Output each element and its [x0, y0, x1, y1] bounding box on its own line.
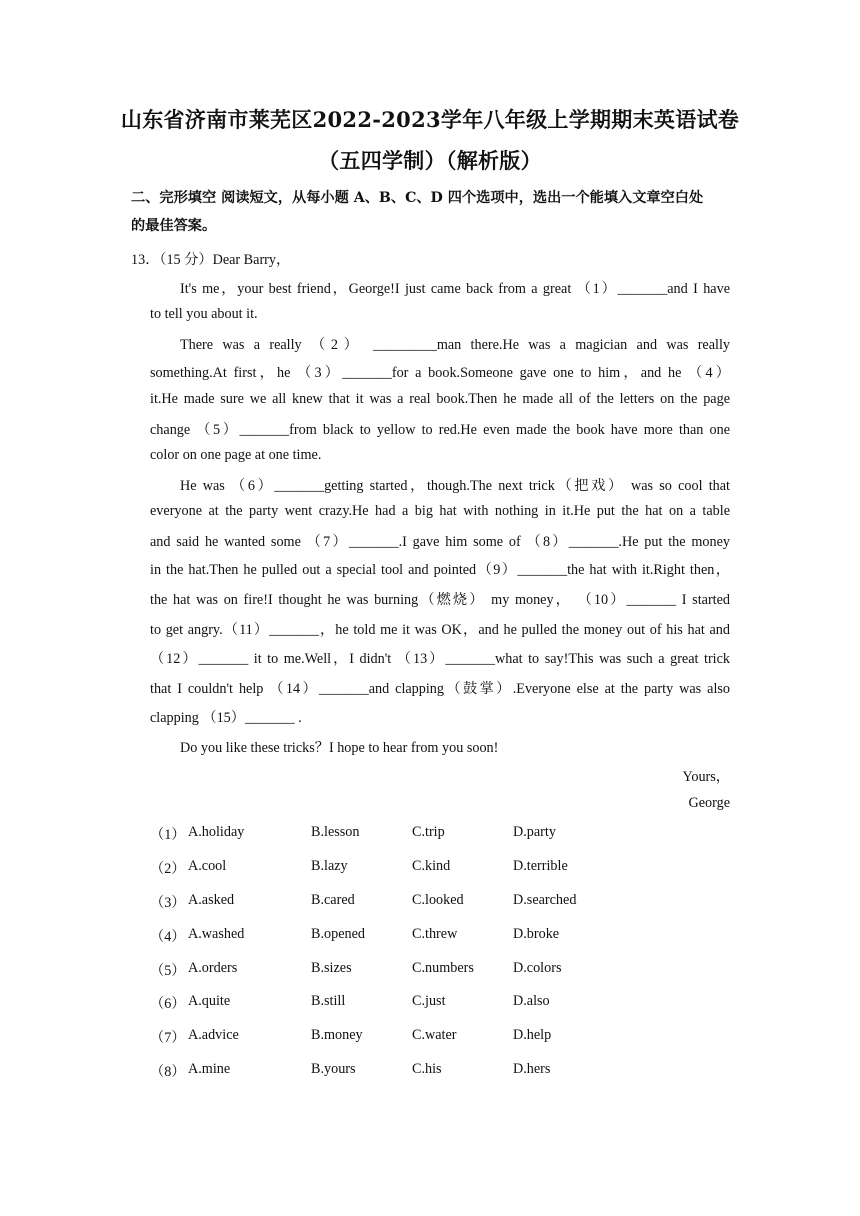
- option-number: （1）: [150, 827, 186, 843]
- option-c: C.trip: [412, 824, 445, 840]
- passage-line: （12）_______ it to me.Well，I didn't （13）_______what to say!This was such a great trick: [150, 651, 730, 667]
- section-instruction-line-2: 的最佳答案。: [131, 218, 217, 234]
- option-d: D.also: [513, 993, 550, 1009]
- option-c: C.just: [412, 993, 446, 1009]
- passage-line: the hat was on fire!I thought he was burning（燃烧） my money， （10）_______ I started: [150, 592, 730, 608]
- document-title-line-1: 山东省济南市莱芜区2022-2023学年八年级上学期期末英语试卷: [120, 107, 740, 132]
- passage-line: color on one page at one time.: [150, 447, 322, 463]
- passage-line: clapping （15）_______ .: [150, 710, 302, 726]
- option-c: C.numbers: [412, 960, 474, 976]
- passage-line: something.At first，he （3）_______for a book.Someone gave one to him，and he （4）: [150, 365, 730, 381]
- option-d: D.searched: [513, 892, 577, 908]
- option-number: （8）: [150, 1064, 186, 1080]
- option-a: A.quite: [188, 993, 231, 1009]
- option-number: （3）: [150, 895, 186, 911]
- passage-line: to tell you about it.: [150, 306, 258, 322]
- option-number: （5）: [150, 963, 186, 979]
- document-title-line-2: （五四学制）（解析版）: [318, 148, 542, 173]
- option-number: （7）: [150, 1030, 186, 1046]
- passage-line: He was （6）_______getting started，though.The next trick（把戏） was so cool that: [180, 478, 730, 494]
- option-a: A.advice: [188, 1027, 239, 1043]
- passage-line: to get angry.（11）_______，he told me it was OK，and he pulled the money out of his hat and: [150, 622, 730, 638]
- passage-line: and said he wanted some （7）_______.I gave him some of （8）_______.He put the money: [150, 534, 730, 550]
- option-b: B.still: [311, 993, 346, 1009]
- passage-line: that I couldn't help （14）_______and clapping（鼓掌）.Everyone else at the party was also: [150, 681, 730, 697]
- option-d: D.party: [513, 824, 556, 840]
- question-heading: 13．（15 分）Dear Barry，: [131, 252, 291, 268]
- option-b: B.money: [311, 1027, 363, 1043]
- letter-closing: Yours，: [682, 769, 730, 785]
- option-c: C.threw: [412, 926, 458, 942]
- option-number: （4）: [150, 929, 186, 945]
- option-b: B.opened: [311, 926, 365, 942]
- option-b: B.yours: [311, 1061, 356, 1077]
- option-a: A.cool: [188, 858, 227, 874]
- passage-line: it.He made sure we all knew that it was a real book.Then he made all of the letters on the page: [150, 391, 730, 407]
- option-number: （6）: [150, 996, 186, 1012]
- option-a: A.orders: [188, 960, 238, 976]
- passage-line: It's me，your best friend，George!I just came back from a great （1）_______and I have: [180, 281, 730, 297]
- option-d: D.help: [513, 1027, 552, 1043]
- option-number: （2）: [150, 861, 186, 877]
- passage-line: change （5）_______from black to yellow to red.He even made the book have more than one: [150, 422, 730, 438]
- option-d: D.colors: [513, 960, 562, 976]
- option-a: A.holiday: [188, 824, 245, 840]
- option-b: B.lazy: [311, 858, 348, 874]
- section-instruction-line-1: 二、完形填空 阅读短文，从每小题 A、B、C、D 四个选项中，选出一个能填入文章空白处: [131, 190, 704, 206]
- option-b: B.lesson: [311, 824, 360, 840]
- option-b: B.cared: [311, 892, 355, 908]
- passage-line: in the hat.Then he pulled out a special tool and pointed（9）_______the hat with it.Right then，: [150, 562, 730, 578]
- option-c: C.looked: [412, 892, 464, 908]
- option-a: A.asked: [188, 892, 235, 908]
- option-d: D.broke: [513, 926, 560, 942]
- letter-signature: George: [688, 795, 730, 811]
- option-c: C.his: [412, 1061, 442, 1077]
- option-a: A.washed: [188, 926, 245, 942]
- option-b: B.sizes: [311, 960, 352, 976]
- passage-line: There was a really （2） _________man there.He was a magician and was really: [180, 337, 730, 353]
- option-d: D.hers: [513, 1061, 551, 1077]
- option-c: C.kind: [412, 858, 451, 874]
- option-a: A.mine: [188, 1061, 231, 1077]
- option-d: D.terrible: [513, 858, 568, 874]
- passage-line: Do you like these tricks？I hope to hear from you soon!: [180, 740, 499, 756]
- option-c: C.water: [412, 1027, 457, 1043]
- passage-line: everyone at the party went crazy.He had a big hat with nothing in it.He put the hat on a table: [150, 503, 730, 519]
